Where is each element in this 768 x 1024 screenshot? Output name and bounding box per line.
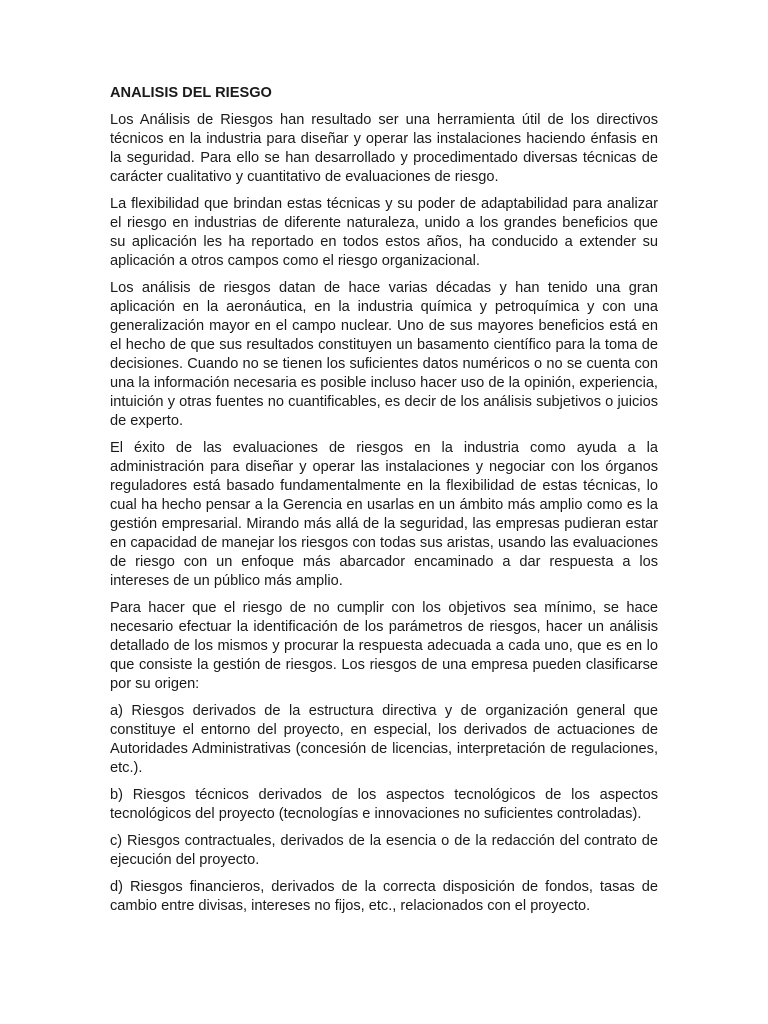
list-item-d: d) Riesgos financieros, derivados de la correcta disposición de fondos, tasas de cambio entre divisas, intereses no fijos, etc., relacionados con el proyecto. <box>110 879 658 914</box>
paragraph-success: El éxito de las evaluaciones de riesgos en la industria como ayuda a la administración para diseñar y operar las instalaciones y negociar con los órganos reguladores está basado fundamentalmente en la flexibilidad de estas técnicas, lo cual ha hecho pensar a la Gerencia en usarlas en un ámbito más amplio como es la gestión empresarial. Mirando más allá de la seguridad, las empresas pudieran estar en capacidad de manejar los riesgos con todas sus aristas, usando las evaluaciones de riesgo con un enfoque más abarcador encaminado a dar respuesta a los intereses de un público más amplio. <box>110 440 658 589</box>
paragraph-management: Para hacer que el riesgo de no cumplir con los objetivos sea mínimo, se hace necesario efectuar la identificación de los parámetros de riesgos, hacer un análisis detallado de los mismos y procurar la respuesta adecuada a cada uno, que es en lo que consiste la gestión de riesgos. Los riesgos de una empresa pueden clasificarse por su origen: <box>110 600 658 692</box>
list-item-b: b) Riesgos técnicos derivados de los aspectos tecnológicos de los aspectos tecnológicos del proyecto (tecnologías e innovaciones no suficientes controladas). <box>110 787 658 822</box>
document-title: ANALISIS DEL RIESGO <box>110 85 272 101</box>
list-item-a: a) Riesgos derivados de la estructura directiva y de organización general que constituye el entorno del proyecto, en especial, los derivados de actuaciones de Autoridades Administrativas (concesión de licencias, interpretación de regulaciones, etc.). <box>110 703 658 776</box>
paragraph-intro: Los Análisis de Riesgos han resultado ser una herramienta útil de los directivos técnicos en la industria para diseñar y operar las instalaciones haciendo énfasis en la seguridad. Para ello se han desarrollado y procedimentado diversas técnicas de carácter cualitativo y cuantitativo de evaluaciones de riesgo. <box>110 112 658 185</box>
paragraph-history: Los análisis de riesgos datan de hace varias décadas y han tenido una gran aplicación en la aeronáutica, en la industria química y petroquímica y con una generalización mayor en el campo nuclear. Uno de sus mayores beneficios está en el hecho de que sus resultados constituyen un basamento científico para la toma de decisiones. Cuando no se tienen los suficientes datos numéricos o no se cuenta con una la información necesaria es posible incluso hacer uso de la opinión, experiencia, intuición y otras fuentes no cuantificables, es decir de los análisis subjetivos o juicios de experto. <box>110 280 658 429</box>
paragraph-flexibility: La flexibilidad que brindan estas técnicas y su poder de adaptabilidad para analizar el riesgo en industrias de diferente naturaleza, unido a los grandes beneficios que su aplicación les ha reportado en todos estos años, ha conducido a extender su aplicación a otros campos como el riesgo organizacional. <box>110 196 658 269</box>
list-item-c: c) Riesgos contractuales, derivados de la esencia o de la redacción del contrato de ejecución del proyecto. <box>110 833 658 868</box>
